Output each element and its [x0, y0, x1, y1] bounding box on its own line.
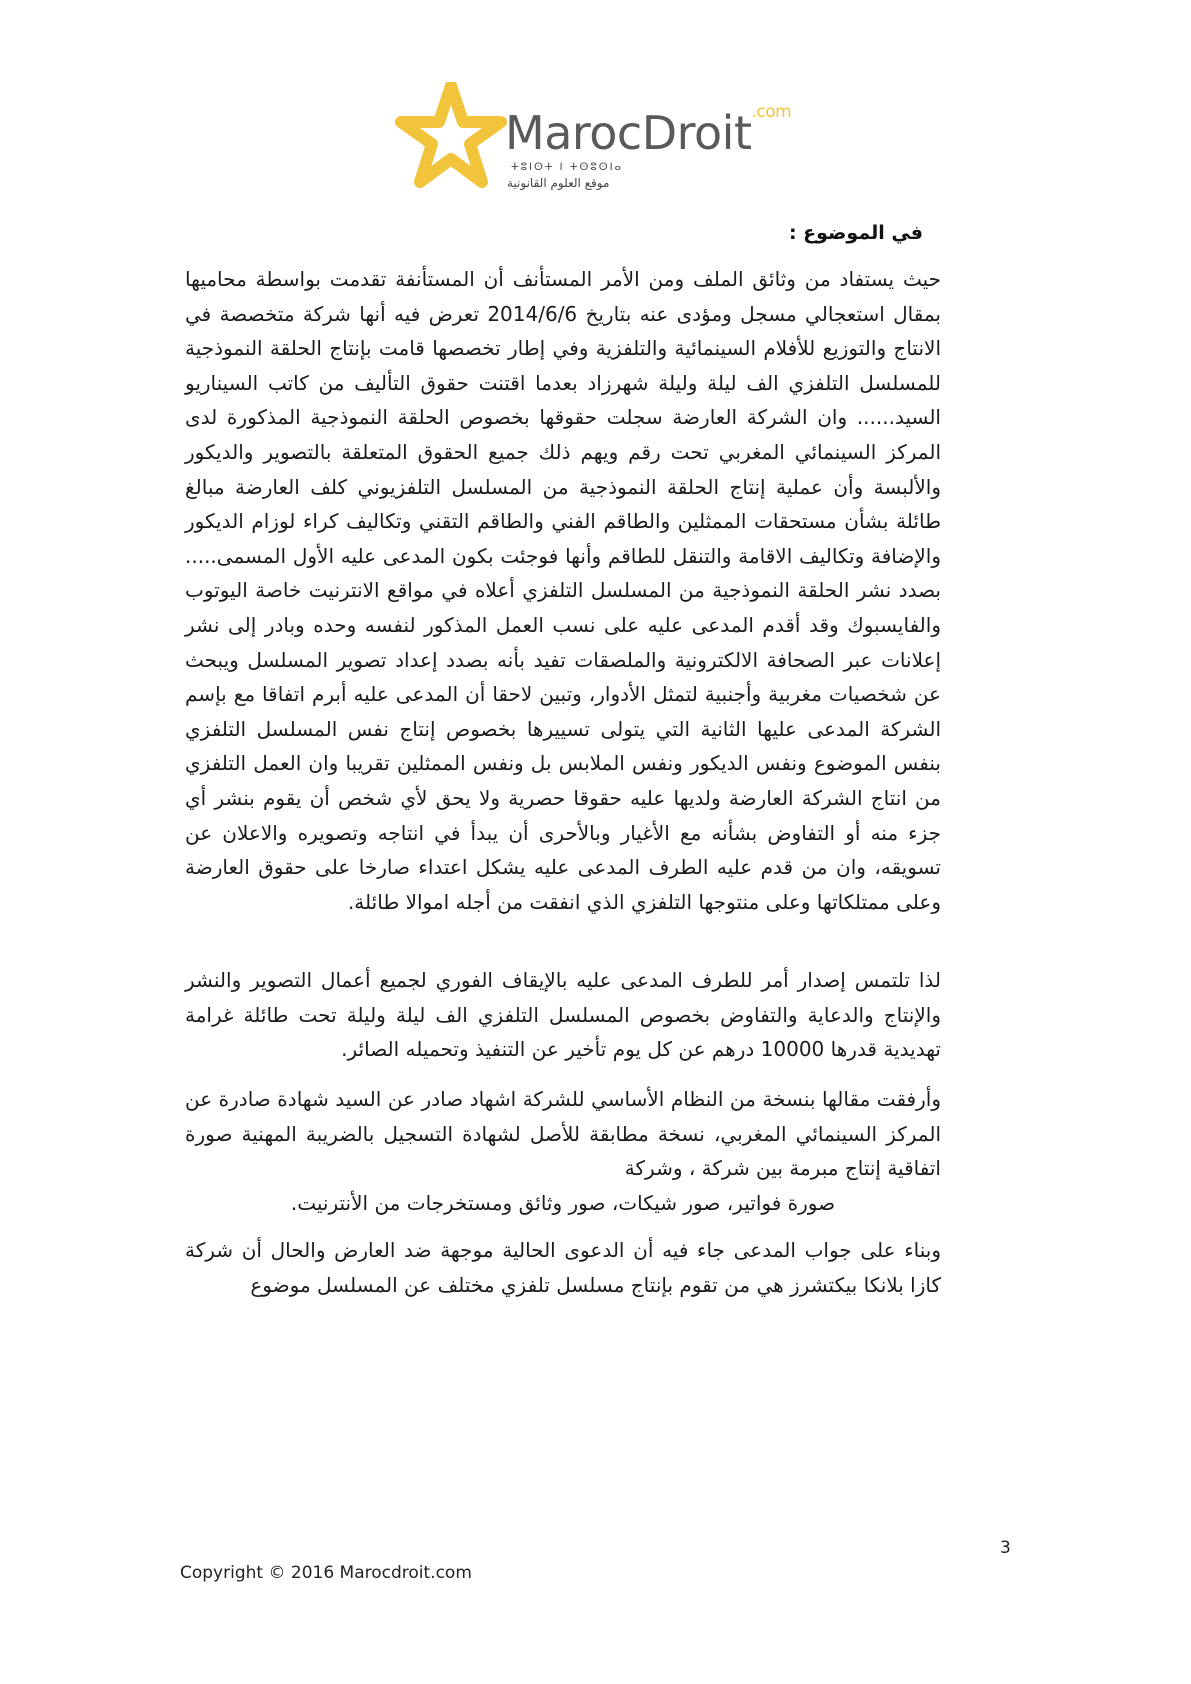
section-heading: في الموضوع : — [788, 222, 923, 244]
brand-name: MarocDroit$^{.com}$ — [505, 102, 792, 160]
star-logo-icon — [395, 82, 507, 192]
paragraph-4: وبناء على جواب المدعى جاء فيه أن الدعوى الحالية موجهة ضد العارض والحال أن شركة كازا بلانكا بيكتشرز هي من تقوم بإنتاج مسلسل تلفزي مختلف عن المسلسل موضوع — [185, 1238, 941, 1297]
site-logo — [395, 82, 815, 192]
copyright-footer: Copyright © 2016 Marocdroit.com — [180, 1563, 472, 1583]
brand-arabic-tagline: موقع العلوم القانونية — [507, 176, 610, 190]
paragraph-3-text: وأرفقت مقالها بنسخة من النظام الأساسي للشركة اشهاد صادر عن السيد شهادة صادرة عن المركز السينمائي المغربي، نسخة مطابقة للأصل لشهادة التسجيل بالضريبة المهنية صورة اتفاقية إنتاج مبرمة بين شركة ، وشركة — [185, 1087, 941, 1181]
paragraph-3 — [185, 1082, 941, 1220]
paragraph-2: لذا تلتمس إصدار أمر للطرف المدعى عليه بالإيقاف الفوري لجميع أعمال التصوير والنشر والإنتاج والدعاية والتفاوض بخصوص المسلسل التلفزي الف ليلة وليلة تحت طائلة غرامة تهديدية قدرها 10000 درهم عن كل يوم تأخير عن التنفيذ وتحميله الصائر. — [185, 968, 941, 1062]
page-number: 3 — [1000, 1538, 1011, 1558]
paragraph-3-last-line: صورة فواتير، صور شيكات، صور وثائق ومستخرجات من الأنترنيت. — [290, 1190, 836, 1215]
brand-suffix: .com — [751, 102, 792, 122]
paragraph-1: حيث يستفاد من وثائق الملف ومن الأمر المستأنف أن المستأنفة تقدمت بواسطة محاميها بمقال استعجالي مسجل ومؤدى عنه بتاريخ 2014/6/6 تعرض فيه أنها شركة متخصصة في الانتاج والتوزيع للأفلام السينمائية والتلفزية وفي إطار تخصصها قامت بإنتاج الحلقة النموذجية للمسلسل التلفزي الف ليلة وليلة شهرزاد بعدما اقتنت حقوق التأليف من كاتب السيناريو السيد...... وان الشركة العارضة سجلت حقوقها بخصوص الحلقة النموذجية المذكورة لدى المركز السينمائي المغربي تحت رقم ويهم ذلك جميع الحقوق المتعلقة بالتصوير والديكور والألبسة وأن عملية إنتاج الحلقة النموذجية من المسلسل التلفزيوني كلف العارضة مبالغ طائلة بشأن مستحقات الممثلين والطاقم الفني والطاقم التقني وتكاليف كراء لوزام الديكور والإضافة وتكاليف الاقامة والتنقل للطاقم وأنها فوجئت بكون المدعى عليه الأول المسمى..... بصدد نشر الحلقة النموذجية من المسلسل التلفزي أعلاه في مواقع الانترنيت خاصة اليوتوب والفايسبوك وقد أقدم المدعى عليه على نسب العمل المذكور لنفسه وحده وبادر إلى نشر إعلانات عبر الصحافة الالكترونية والملصقات تفيد بأنه بصدد إعداد تصوير المسلسل ويبحث عن شخصيات مغربية وأجنبية لتمثل الأدوار، وتبين لاحقا أن المدعى عليه أبرم اتفاقا مع بإسم الشركة المدعى عليها الثانية التي يتولى تسييرها بخصوص إنتاج نفس المسلسل التلفزي بنفس الموضوع ونفس الديكور ونفس الملابس بل ونفس الممثلين تقريبا وان العمل التلفزي من انتاج الشركة العارضة ولديها عليه حقوقا حصرية ولا يحق لأي شخص أن يقوم بنشر أي جزء منه أو التفاوض بشأنه مع الأغيار وبالأحرى أن يبدأ في انتاجه وتصويره والاعلان عن تسويقه، وان من قدم عليه الطرف المدعى عليه يشكل اعتداء صارخا على حقوق العارضة وعلى ممتلكاتها وعلى منتوجها التلفزي الذي انفقت من أجله اموالا طائلة. — [185, 267, 941, 914]
brand-tifinagh: ⵜⵓⵏⵙⵜ ⵏ ⵜⵙⵓⵙⵏⴰ — [511, 162, 623, 173]
